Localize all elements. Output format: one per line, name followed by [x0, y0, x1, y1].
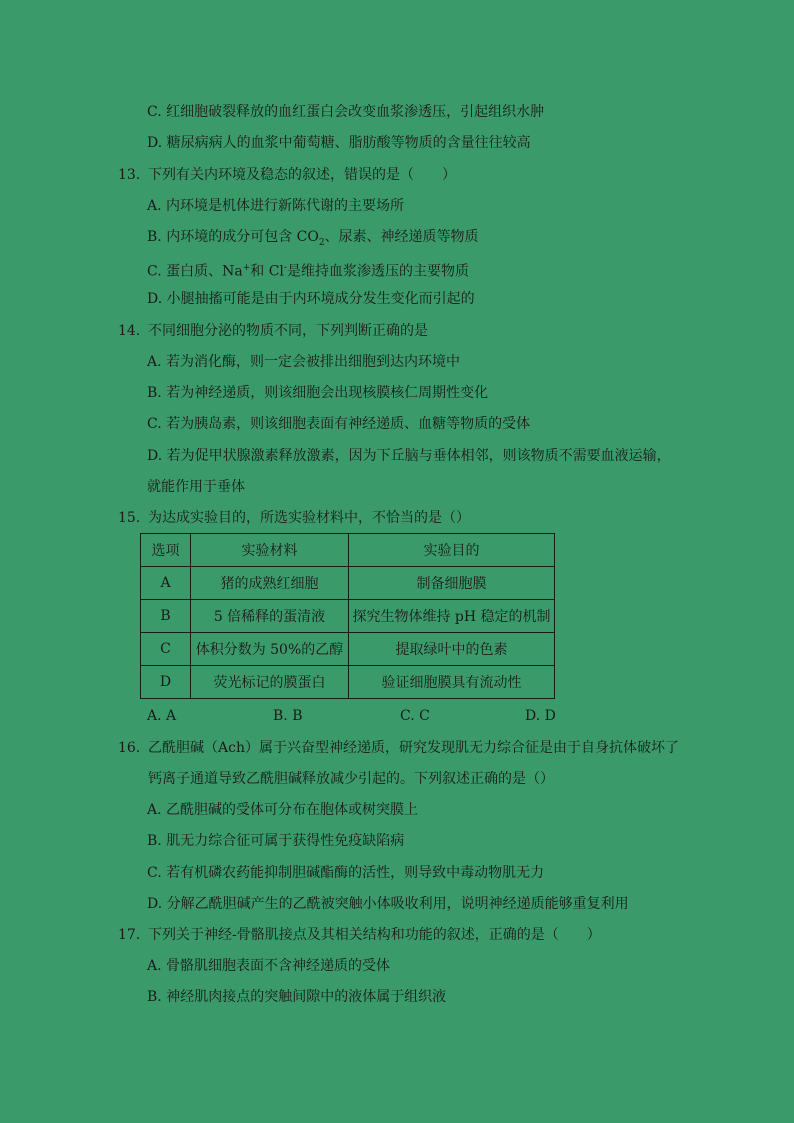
- q15-choice-b: B. B: [273, 708, 303, 724]
- q14-option-b: B. 若为神经递质，则该细胞会出现核膜核仁周期性变化: [147, 385, 489, 401]
- table-header-row: [141, 534, 555, 567]
- q13-number: 13.: [118, 167, 141, 183]
- q14-option-a: A. 若为消化酶，则一定会被排出细胞到达内环境中: [147, 354, 461, 370]
- table-row: [141, 666, 555, 699]
- experiment-table: [140, 533, 555, 699]
- q15-choice-d: D. D: [525, 708, 556, 724]
- q16-option-c: C. 若有机磷农药能抑制胆碱酯酶的活性，则导致中毒动物肌无力: [147, 865, 545, 881]
- q14-option-c: C. 若为胰岛素，则该细胞表面有神经递质、血糖等物质的受体: [147, 416, 531, 432]
- table-cell: A: [141, 567, 191, 600]
- table-cell: D: [141, 666, 191, 699]
- q15-stem: 为达成实验目的，所选实验材料中，不恰当的是（）: [148, 510, 470, 526]
- q13-option-d: D. 小腿抽搐可能是由于内环境成分发生变化而引起的: [147, 291, 475, 307]
- q13-stem: 下列有关内环境及稳态的叙述，错误的是（ ）: [148, 167, 456, 183]
- q13-option-c: C. 蛋白质、Na+和 Cl-是维持血浆渗透压的主要物质: [147, 263, 469, 280]
- q14-stem: 不同细胞分泌的物质不同，下列判断正确的是: [148, 323, 428, 339]
- q17-option-a: A. 骨骼肌细胞表面不含神经递质的受体: [147, 958, 391, 974]
- table-cell: 探究生物体维持 pH 稳定的机制: [349, 600, 555, 633]
- q13-option-a: A. 内环境是机体进行新陈代谢的主要场所: [147, 198, 405, 214]
- q14-option-d: D. 若为促甲状腺激素释放激素，因为下丘脑与垂体相邻，则该物质不需要血液运输，: [147, 448, 671, 464]
- header-cell: 实验材料: [191, 534, 349, 567]
- q17-stem: 下列关于神经-骨骼肌接点及其相关结构和功能的叙述，正确的是（ ）: [148, 927, 601, 943]
- q12-option-c: C. 红细胞破裂释放的血红蛋白会改变血浆渗透压，引起组织水肿: [147, 104, 545, 120]
- table-cell: 提取绿叶中的色素: [349, 633, 555, 666]
- q16-option-b: B. 肌无力综合征可属于获得性免疫缺陷病: [147, 833, 405, 849]
- table-cell: C: [141, 633, 191, 666]
- table-cell: 制备细胞膜: [349, 567, 555, 600]
- table-cell: 验证细胞膜具有流动性: [349, 666, 555, 699]
- table-cell: B: [141, 600, 191, 633]
- q16-option-d: D. 分解乙酰胆碱产生的乙酰被突触小体吸收利用，说明神经递质能够重复利用: [147, 896, 629, 912]
- table-row: [141, 600, 555, 633]
- table-cell: 荧光标记的膜蛋白: [191, 666, 349, 699]
- table-row: [141, 633, 555, 666]
- q16-number: 16.: [118, 740, 141, 756]
- q17-number: 17.: [118, 927, 141, 943]
- table-cell: 5 倍稀释的蛋清液: [191, 600, 349, 633]
- q13-option-b: B. 内环境的成分可包含 $CO_2$、尿素、神经递质等物质: [147, 229, 479, 248]
- q15-choice-a: A. A: [147, 708, 177, 724]
- header-cell: 选项: [141, 534, 191, 567]
- q15-number: 15.: [118, 510, 141, 526]
- q12-option-d: D. 糖尿病病人的血浆中葡萄糖、脂肪酸等物质的含量往往较高: [147, 135, 531, 151]
- q17-option-b: B. 神经肌肉接点的突触间隙中的液体属于组织液: [147, 989, 447, 1005]
- table-row: [141, 567, 555, 600]
- table-cell: 猪的成熟红细胞: [191, 567, 349, 600]
- table-cell: 体积分数为 50%的乙醇: [191, 633, 349, 666]
- q14-number: 14.: [118, 323, 141, 339]
- header-cell: 实验目的: [349, 534, 555, 567]
- q16-option-a: A. 乙酰胆碱的受体可分布在胞体或树突膜上: [147, 802, 419, 818]
- q16-stem-continued: 钙离子通道导致乙酰胆碱释放减少引起的。下列叙述正确的是（）: [148, 771, 554, 787]
- q14-option-d-continued: 就能作用于垂体: [147, 479, 245, 495]
- q15-choice-c: C. C: [400, 708, 430, 724]
- q16-stem: 乙酰胆碱（Ach）属于兴奋型神经递质，研究发现肌无力综合征是由于自身抗体破坏了: [148, 740, 679, 756]
